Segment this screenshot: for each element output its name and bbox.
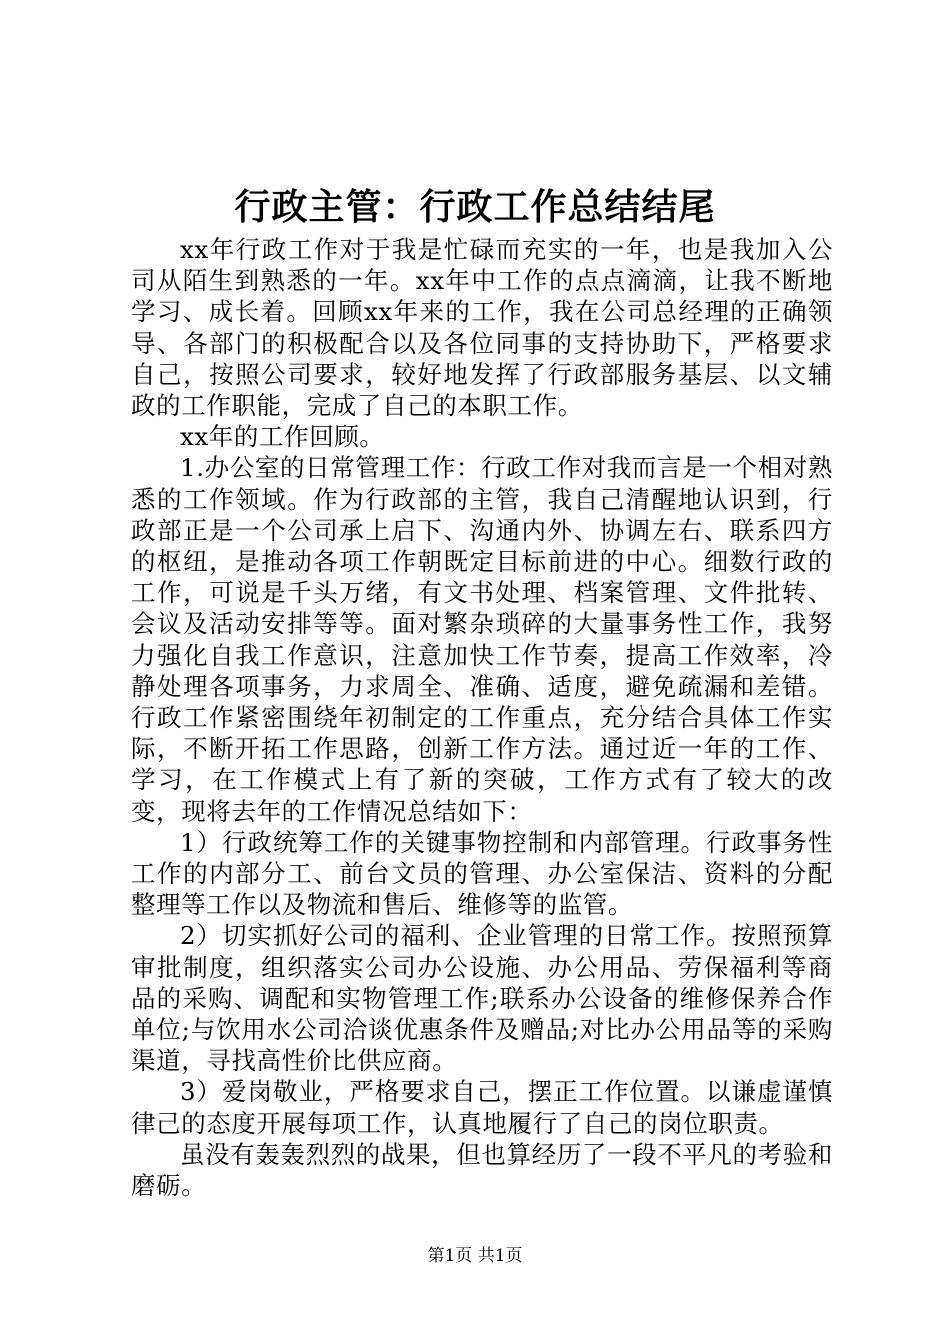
paragraph-item-1: 1）行政统筹工作的关键事物控制和内部管理。行政事务性工作的内部分工、前台文员的管理、办公室保洁、资料的分配整理等工作以及物流和售后、维修等的监管。 — [131, 827, 833, 920]
document-title: 行政主管：行政工作总结结尾 — [234, 187, 716, 228]
paragraph-office-management: 1.办公室的日常管理工作：行政工作对我而言是一个相对熟悉的工作领域。作为行政部的主管，我自己清醒地认识到，行政部正是一个公司承上启下、沟通内外、协调左右、联系四方的枢纽，是推动各项工作朝既定目标前进的中心。细数行政的工作，可说是千头万绪，有文书处理、档案管理、文件批转、会议及活动安排等等。面对繁杂琐碎的大量事务性工作，我努力强化自我工作意识，注意加快工作节奏，提高工作效率，冷静处理各项事务，力求周全、准确、适度，避免疏漏和差错。行政工作紧密围绕年初制定的工作重点，充分结合具体工作实际，不断开拓工作思路，创新工作方法。通过近一年的工作、学习，在工作模式上有了新的突破，工作方式有了较大的改变，现将去年的工作情况总结如下： — [131, 453, 833, 826]
paragraph-review-heading: xx年的工作回顾。 — [180, 422, 385, 452]
paragraph-intro: xx年行政工作对于我是忙碌而充实的一年，也是我加入公司从陌生到熟悉的一年。xx年中工作的点点滴滴，让我不断地学习、成长着。回顾xx年来的工作，我在公司总经理的正确领导、各部门的积极配合以及各位同事的支持协助下，严格要求自己，按照公司要求，较好地发挥了行政部服务基层、以文辅政的工作职能，完成了自己的本职工作。 — [131, 235, 833, 421]
paragraph-closing: 虽没有轰轰烈烈的战果，但也算经历了一段不平凡的考验和磨砺。 — [131, 1139, 833, 1201]
document-body — [131, 234, 833, 1201]
paragraph-item-3: 3）爱岗敬业，严格要求自己，摆正工作位置。以谦虚谨慎律己的态度开展每项工作，认真地履行了自己的岗位职责。 — [131, 1077, 833, 1138]
paragraph-item-2: 2）切实抓好公司的福利、企业管理的日常工作。按照预算审批制度，组织落实公司办公设施、办公用品、劳保福利等商品的采购、调配和实物管理工作;联系办公设备的维修保养合作单位;与饮用水公司洽谈优惠条件及赠品;对比办公用品等的采购渠道，寻找高性价比供应商。 — [131, 921, 833, 1076]
page-footer: 第1页 共1页 — [427, 1246, 523, 1266]
